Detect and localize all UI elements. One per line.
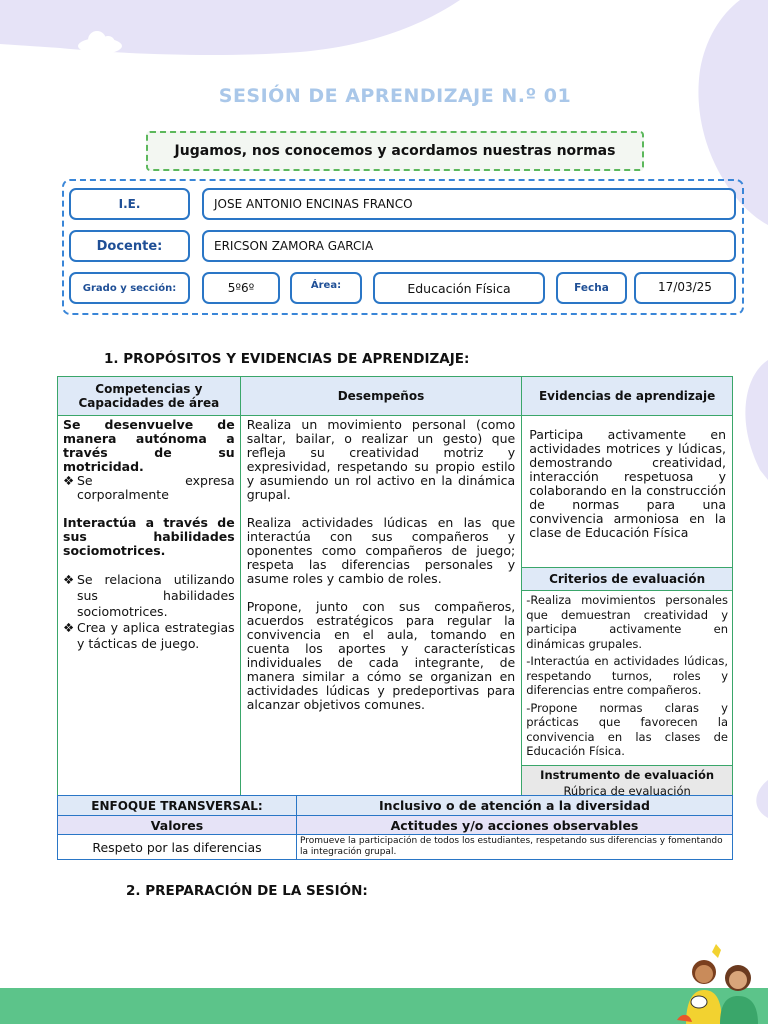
purposes-table <box>57 376 733 804</box>
desempeno-2: Realiza actividades lúdicas en las que interactúa con sus compañeros y oponentes como compañeros de juego; respeta las diferencias personales y asume roles y cambio de roles. <box>246 515 516 586</box>
section1-title: 1. PROPÓSITOS Y EVIDENCIAS DE APRENDIZAJE: <box>104 351 470 367</box>
area-field[interactable]: Educación Física <box>373 272 545 304</box>
competencia-1: Se desenvuelve de manera autónoma a través de su motricidad. <box>63 417 235 474</box>
desempenos-cell <box>240 416 522 804</box>
docente-field[interactable]: ERICSON ZAMORA GARCIA <box>202 230 736 262</box>
grado-field[interactable]: 5º6º <box>202 272 280 304</box>
actitud-cell: Promueve la participación de todos los estudiantes, respetando sus diferencias y fomentando la integración grupal. <box>297 835 733 860</box>
list-item: ❖ Se expresa corporalmente <box>63 473 235 502</box>
col-desempenos: Desempeños <box>240 377 522 416</box>
list-item: ❖ Crea y aplica estrategias y tácticas de juego. <box>63 620 235 651</box>
criterio-2: -Interactúa en actividades lúdicas, respetando turnos, roles y diferencias entre compañeros. <box>526 654 728 697</box>
diamond-bullet-icon: ❖ <box>63 572 75 587</box>
session-subtitle: Jugamos, nos conocemos y acordamos nuestras normas <box>146 131 644 171</box>
desempeno-1: Realiza un movimiento personal (como saltar, bailar, o realizar un gesto) que refleja su creatividad motriz y expresividad, respetando su propio estilo y asumiendo un rol activo en la dinámica grupal. <box>246 417 516 502</box>
grado-label: Grado y sección: <box>69 272 190 304</box>
valor-cell: Respeto por las diferencias <box>58 835 297 860</box>
criterio-1: -Realiza movimientos personales que demuestran creatividad y participa activamente en dinámicas grupales. <box>526 593 728 651</box>
enfoque-label: ENFOQUE TRANSVERSAL: <box>58 796 297 816</box>
criterios-cell <box>522 591 733 766</box>
page-title: SESIÓN DE APRENDIZAJE N.º 01 <box>218 85 572 107</box>
area-label: Área: <box>290 272 362 304</box>
actitudes-label: Actitudes y/o acciones observables <box>297 816 733 835</box>
ie-field[interactable]: JOSE ANTONIO ENCINAS FRANCO <box>202 188 736 220</box>
enfoque-table <box>57 795 733 860</box>
criterio-3: -Propone normas claras y prácticas que favorecen la convivencia en las clases de Educación Física. <box>526 700 728 758</box>
col-evidencias: Evidencias de aprendizaje <box>522 377 733 416</box>
list-item: ❖ Se relaciona utilizando sus habilidades sociomotrices. <box>63 572 235 619</box>
instrumento-value: Rúbrica de evaluación <box>522 783 733 804</box>
col-competencias: Competencias y Capacidades de área <box>58 377 241 416</box>
section2-title: 2. PREPARACIÓN DE LA SESIÓN: <box>126 883 368 899</box>
evidencia-cell: Participa activamente en actividades motrices y lúdicas, demostrando creatividad, interacción respetuosa y colaborando en la construcción de normas para una convivencia armoniosa en la clase de Educación Física <box>522 416 733 568</box>
desempeno-3: Propone, junto con sus compañeros, acuerdos estratégicos para regular la convivencia en el aula, tomando en cuenta los aportes y características individuales de cada integrante, de manera similar a cómo se organizan en actividades lúdicas y predeportivas para alcanzar objetivos comunes. <box>246 599 516 712</box>
criterios-title: Criterios de evaluación <box>522 568 733 591</box>
footer-band <box>0 988 768 1024</box>
enfoque-value: Inclusivo o de atención a la diversidad <box>297 796 733 816</box>
competencias-cell <box>58 416 241 804</box>
diamond-bullet-icon: ❖ <box>63 620 75 635</box>
docente-label: Docente: <box>69 230 190 262</box>
fecha-field[interactable]: 17/03/25 <box>634 272 736 304</box>
diamond-bullet-icon: ❖ <box>63 473 75 488</box>
fecha-label: Fecha <box>556 272 627 304</box>
children-illustration-icon <box>672 944 764 1024</box>
valores-label: Valores <box>58 816 297 835</box>
instrumento-title: Instrumento de evaluación <box>522 766 733 784</box>
competencia-2: Interactúa a través de sus habilidades sociomotrices. <box>63 515 235 558</box>
ie-label: I.E. <box>69 188 190 220</box>
